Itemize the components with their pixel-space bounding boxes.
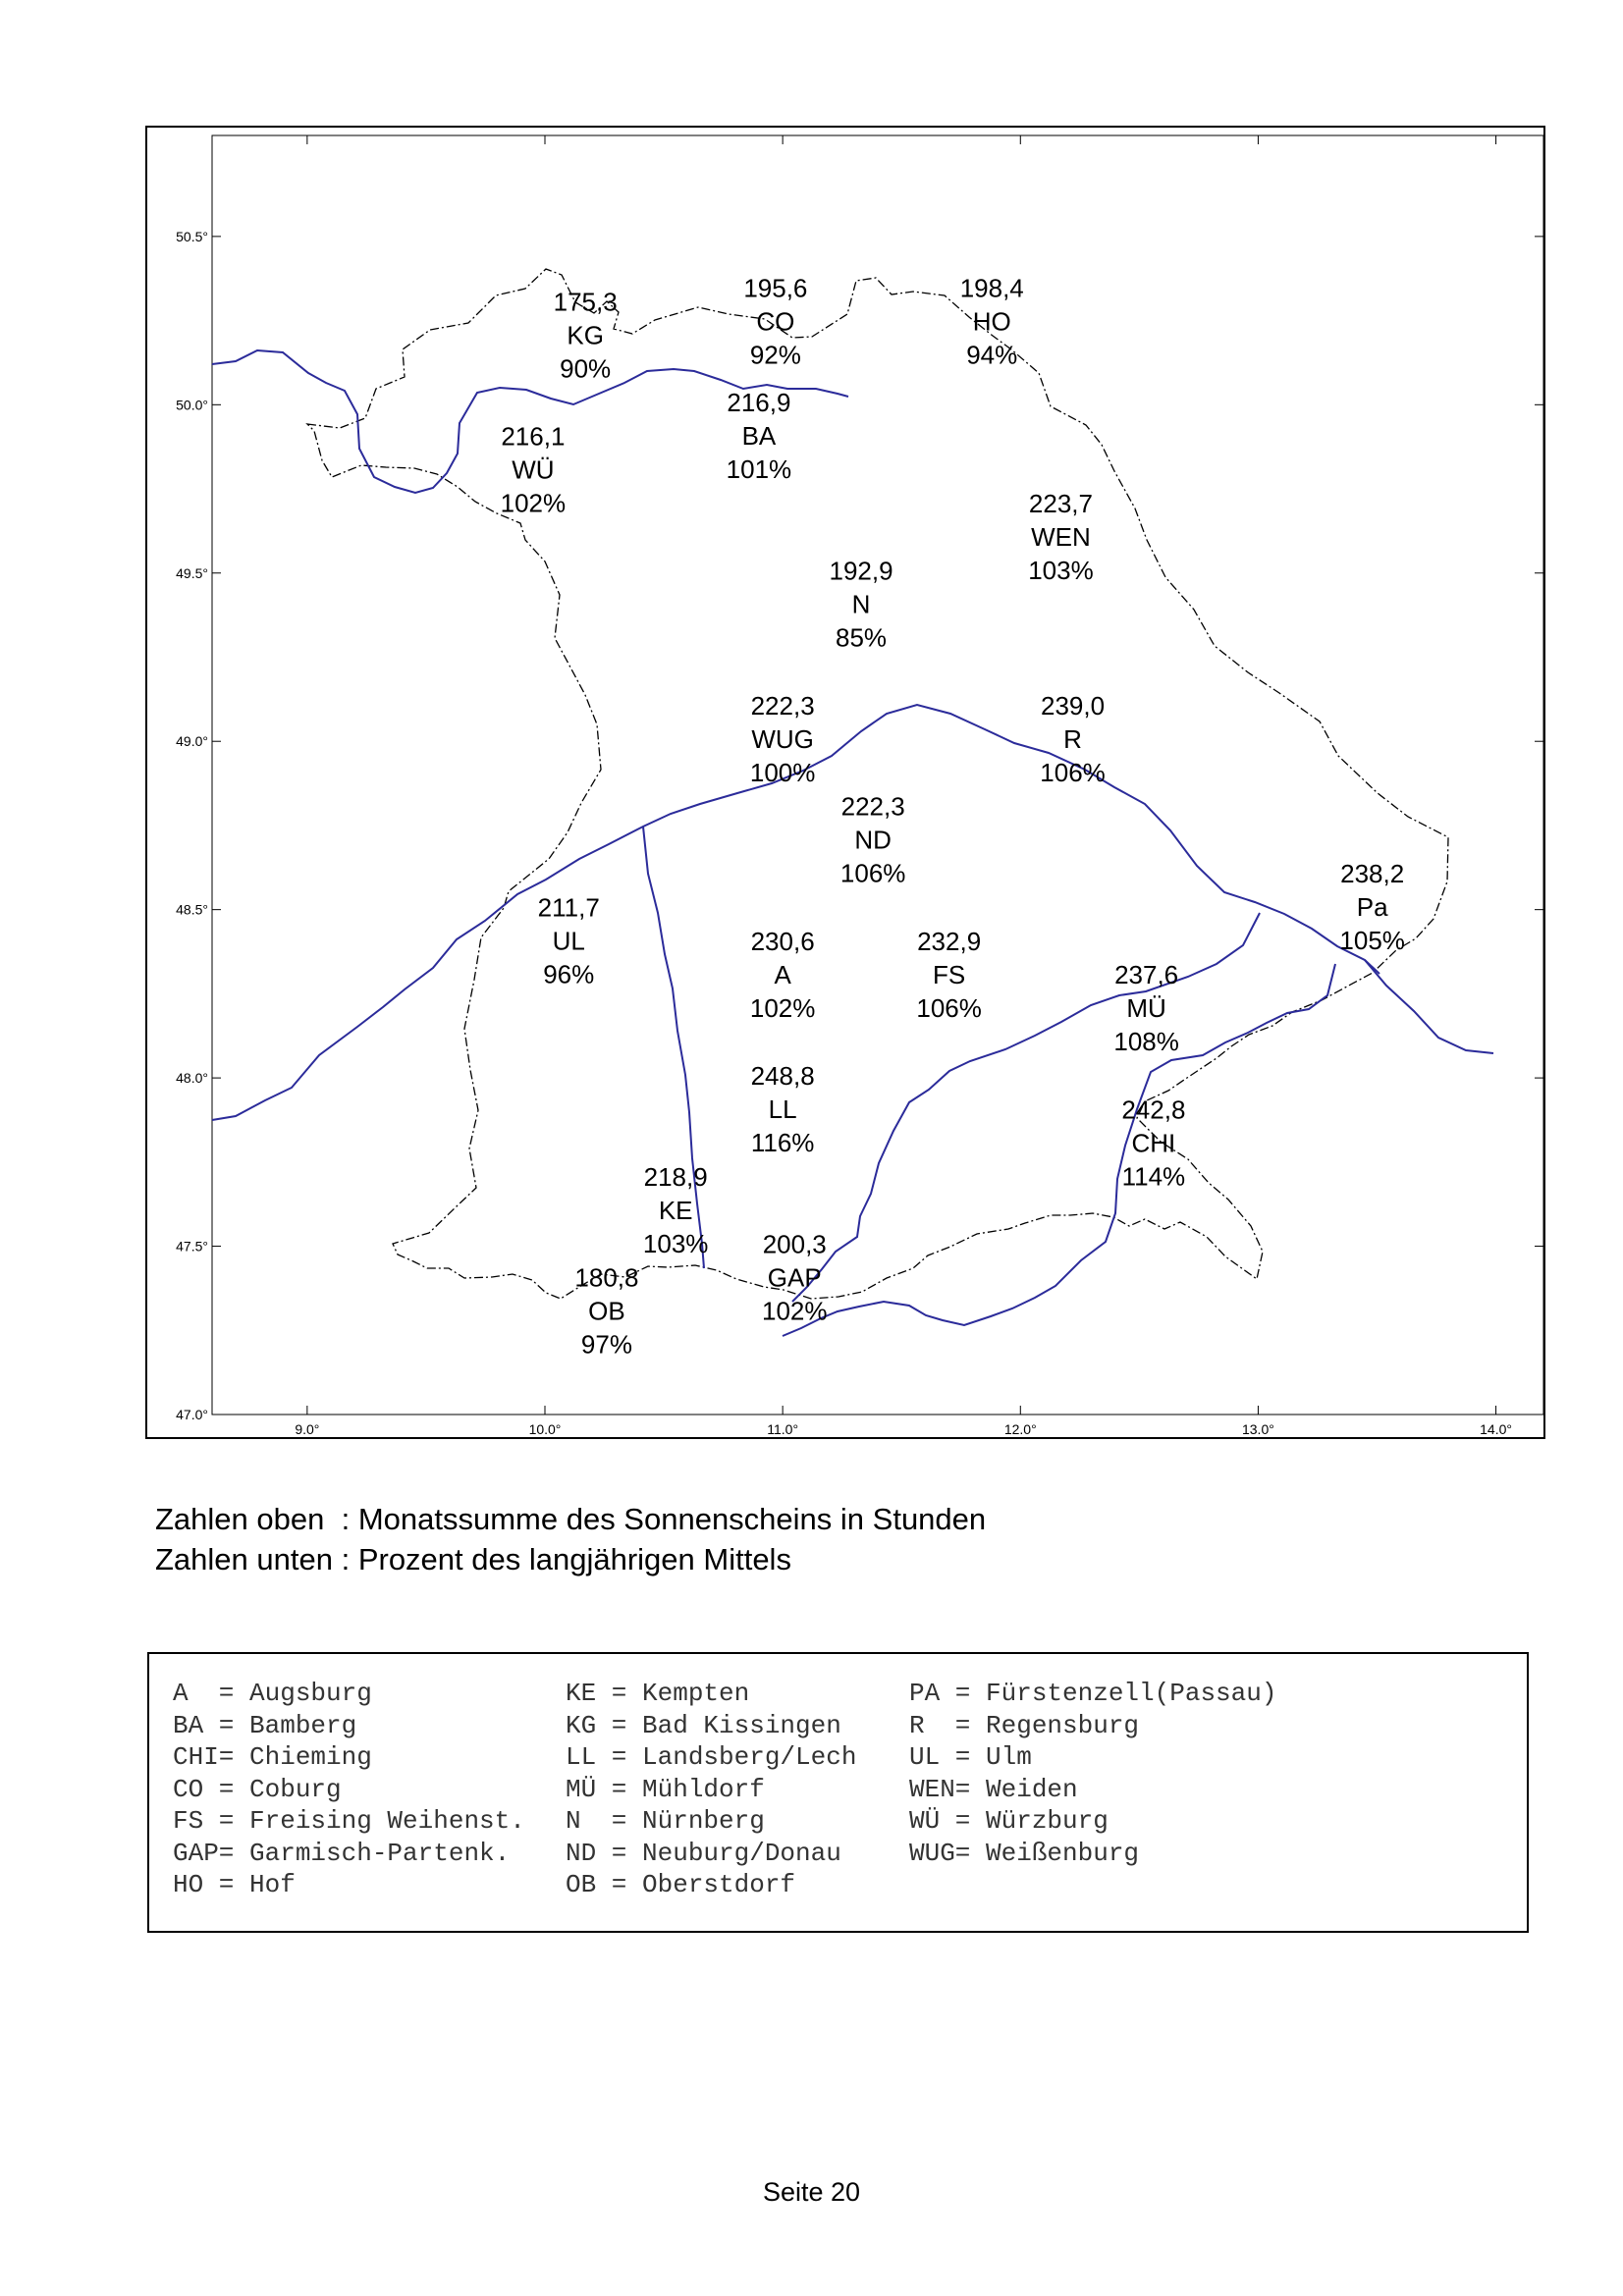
- station-value: 218,9: [643, 1161, 708, 1192]
- lat-tick-label: 49.5°: [176, 564, 208, 581]
- lat-tick-label: 49.0°: [176, 733, 208, 750]
- legend-entry: A = Augsburg: [173, 1679, 372, 1708]
- station-percent: 90%: [560, 353, 612, 384]
- coordinate-ticks: [176, 135, 1543, 1437]
- caption-percent: Zahlen unten : Prozent des langjährigen Mittels: [155, 1542, 791, 1576]
- station-fs: [916, 927, 982, 1023]
- station-wug: [750, 691, 816, 787]
- station-ul: [538, 893, 600, 989]
- station-value: 175,3: [553, 287, 618, 317]
- legend-entry: OB = Oberstdorf: [566, 1870, 796, 1899]
- station-value: 211,7: [537, 892, 600, 923]
- station-code: A: [774, 959, 791, 989]
- station-value: 192,9: [829, 556, 893, 586]
- station-ob: [574, 1263, 638, 1360]
- lat-tick-label: 50.0°: [176, 397, 208, 413]
- lat-tick-label: 47.5°: [176, 1238, 208, 1255]
- station-value: 200,3: [762, 1229, 827, 1259]
- legend-column-1: [173, 1678, 525, 1901]
- lat-tick-label: 48.0°: [176, 1070, 208, 1087]
- station-code: ND: [854, 825, 892, 855]
- station-percent: 101%: [726, 454, 792, 485]
- station-code: OB: [588, 1296, 625, 1326]
- station-value: 239,0: [1041, 690, 1106, 721]
- station-r: [1040, 691, 1106, 787]
- station-ll: [751, 1061, 815, 1157]
- map-plot-area: [212, 135, 1543, 1415]
- lat-tick-label: 48.5°: [176, 901, 208, 918]
- station-code: UL: [552, 926, 585, 956]
- map-frame: [145, 126, 1545, 1439]
- legend-entry: CO = Coburg: [173, 1774, 342, 1804]
- station-percent: 96%: [543, 959, 595, 989]
- legend-entry: CHI= Chieming: [173, 1742, 372, 1772]
- station-mü: [1113, 960, 1179, 1056]
- legend-entry: WUG= Weißenburg: [909, 1838, 1140, 1868]
- lon-tick-label: 12.0°: [1003, 1421, 1037, 1437]
- legend-entry: WÜ = Würzburg: [909, 1806, 1109, 1836]
- legend-entry: ND = Neuburg/Donau: [566, 1838, 841, 1868]
- station-percent: 94%: [966, 340, 1018, 370]
- station-percent: 116%: [750, 1127, 815, 1157]
- station-code: BA: [741, 421, 777, 452]
- station-percent: 103%: [1028, 556, 1094, 586]
- station-value: 216,9: [727, 388, 791, 418]
- legend-entry: LL = Landsberg/Lech: [566, 1742, 857, 1772]
- station-code: CO: [756, 306, 795, 337]
- station-value: 222,3: [840, 791, 905, 822]
- station-code: WUG: [751, 723, 814, 754]
- station-code: KG: [567, 320, 604, 350]
- station-legend: [147, 1652, 1529, 1933]
- station-wen: [1028, 489, 1094, 585]
- station-value: 198,4: [959, 273, 1024, 303]
- legend-column-3: [909, 1678, 1276, 1869]
- station-code: R: [1063, 723, 1082, 754]
- station-code: FS: [933, 959, 966, 989]
- station-value: 242,8: [1121, 1095, 1186, 1125]
- legend-entry: PA = Fürstenzell(Passau): [909, 1679, 1277, 1708]
- station-percent: 85%: [836, 622, 888, 653]
- station-value: 238,2: [1340, 859, 1405, 889]
- station-code: MÜ: [1126, 993, 1166, 1024]
- station-ho: [960, 274, 1024, 370]
- river-inn: [783, 964, 1335, 1336]
- station-value: 216,1: [501, 421, 566, 452]
- legend-entry: GAP= Garmisch-Partenk.: [173, 1838, 511, 1868]
- station-code: GAP: [767, 1262, 822, 1293]
- station-pa: [1339, 859, 1405, 955]
- river-isar: [792, 913, 1260, 1302]
- legend-entry: HO = Hof: [173, 1870, 296, 1899]
- legend-entry: BA = Bamberg: [173, 1710, 357, 1740]
- station-a: [750, 927, 816, 1023]
- station-value: 232,9: [917, 926, 982, 956]
- station-co: [743, 274, 807, 370]
- legend-entry: MÜ = Mühldorf: [566, 1774, 765, 1804]
- station-chi: [1121, 1095, 1185, 1191]
- station-code: N: [851, 589, 871, 619]
- legend-entry: KE = Kempten: [566, 1679, 750, 1708]
- station-code: Pa: [1356, 892, 1388, 923]
- station-wü: [501, 421, 566, 517]
- station-value: 180,8: [574, 1262, 639, 1293]
- station-value: 222,3: [750, 690, 815, 721]
- station-labels: [501, 274, 1405, 1360]
- station-percent: 102%: [500, 488, 567, 518]
- station-value: 248,8: [750, 1060, 815, 1091]
- legend-entry: WEN= Weiden: [909, 1774, 1078, 1804]
- station-gap: [762, 1229, 828, 1325]
- legend-entry: FS = Freising Weihenst.: [173, 1806, 525, 1836]
- lon-tick-label: 13.0°: [1241, 1421, 1274, 1437]
- lon-tick-label: 9.0°: [295, 1421, 320, 1437]
- legend-entry: UL = Ulm: [909, 1742, 1032, 1772]
- station-code: KE: [658, 1195, 693, 1225]
- station-nd: [840, 792, 906, 888]
- station-code: WÜ: [512, 454, 555, 485]
- legend-entry: R = Regensburg: [909, 1710, 1140, 1740]
- station-percent: 106%: [839, 858, 906, 888]
- station-percent: 92%: [749, 340, 801, 370]
- station-percent: 102%: [749, 992, 816, 1023]
- page-number: Seite 20: [762, 2177, 861, 2207]
- lat-tick-label: 50.5°: [176, 228, 208, 244]
- station-code: LL: [768, 1094, 797, 1124]
- station-code: HO: [972, 306, 1011, 337]
- station-percent: 106%: [916, 992, 982, 1023]
- station-code: WEN: [1031, 522, 1091, 553]
- state-border: [307, 269, 1448, 1299]
- river-iller: [1365, 960, 1493, 1053]
- station-percent: 100%: [749, 757, 816, 787]
- station-value: 230,6: [750, 926, 815, 956]
- station-percent: 103%: [642, 1228, 709, 1258]
- lat-tick-label: 47.0°: [176, 1407, 208, 1422]
- station-percent: 97%: [580, 1329, 632, 1360]
- station-percent: 114%: [1121, 1161, 1186, 1192]
- legend-entry: KG = Bad Kissingen: [566, 1710, 841, 1740]
- legend-column-2: [566, 1678, 856, 1901]
- lon-tick-label: 10.0°: [528, 1421, 562, 1437]
- caption-hours: Zahlen oben : Monatssumme des Sonnenscheins in Stunden: [155, 1502, 987, 1536]
- station-percent: 106%: [1040, 757, 1106, 787]
- legend-entry: N = Nürnberg: [566, 1806, 765, 1836]
- station-kg: [554, 287, 618, 383]
- station-percent: 108%: [1113, 1027, 1179, 1057]
- lon-tick-label: 14.0°: [1480, 1421, 1513, 1437]
- station-percent: 105%: [1339, 926, 1405, 956]
- station-code: CHI: [1131, 1128, 1176, 1158]
- bavaria-sunshine-map: [147, 128, 1543, 1437]
- station-ba: [727, 388, 792, 484]
- station-percent: 102%: [762, 1296, 828, 1326]
- lon-tick-label: 11.0°: [767, 1421, 799, 1437]
- station-value: 195,6: [743, 273, 808, 303]
- station-value: 223,7: [1028, 489, 1093, 519]
- station-value: 237,6: [1114, 960, 1179, 990]
- station-n: [830, 557, 893, 653]
